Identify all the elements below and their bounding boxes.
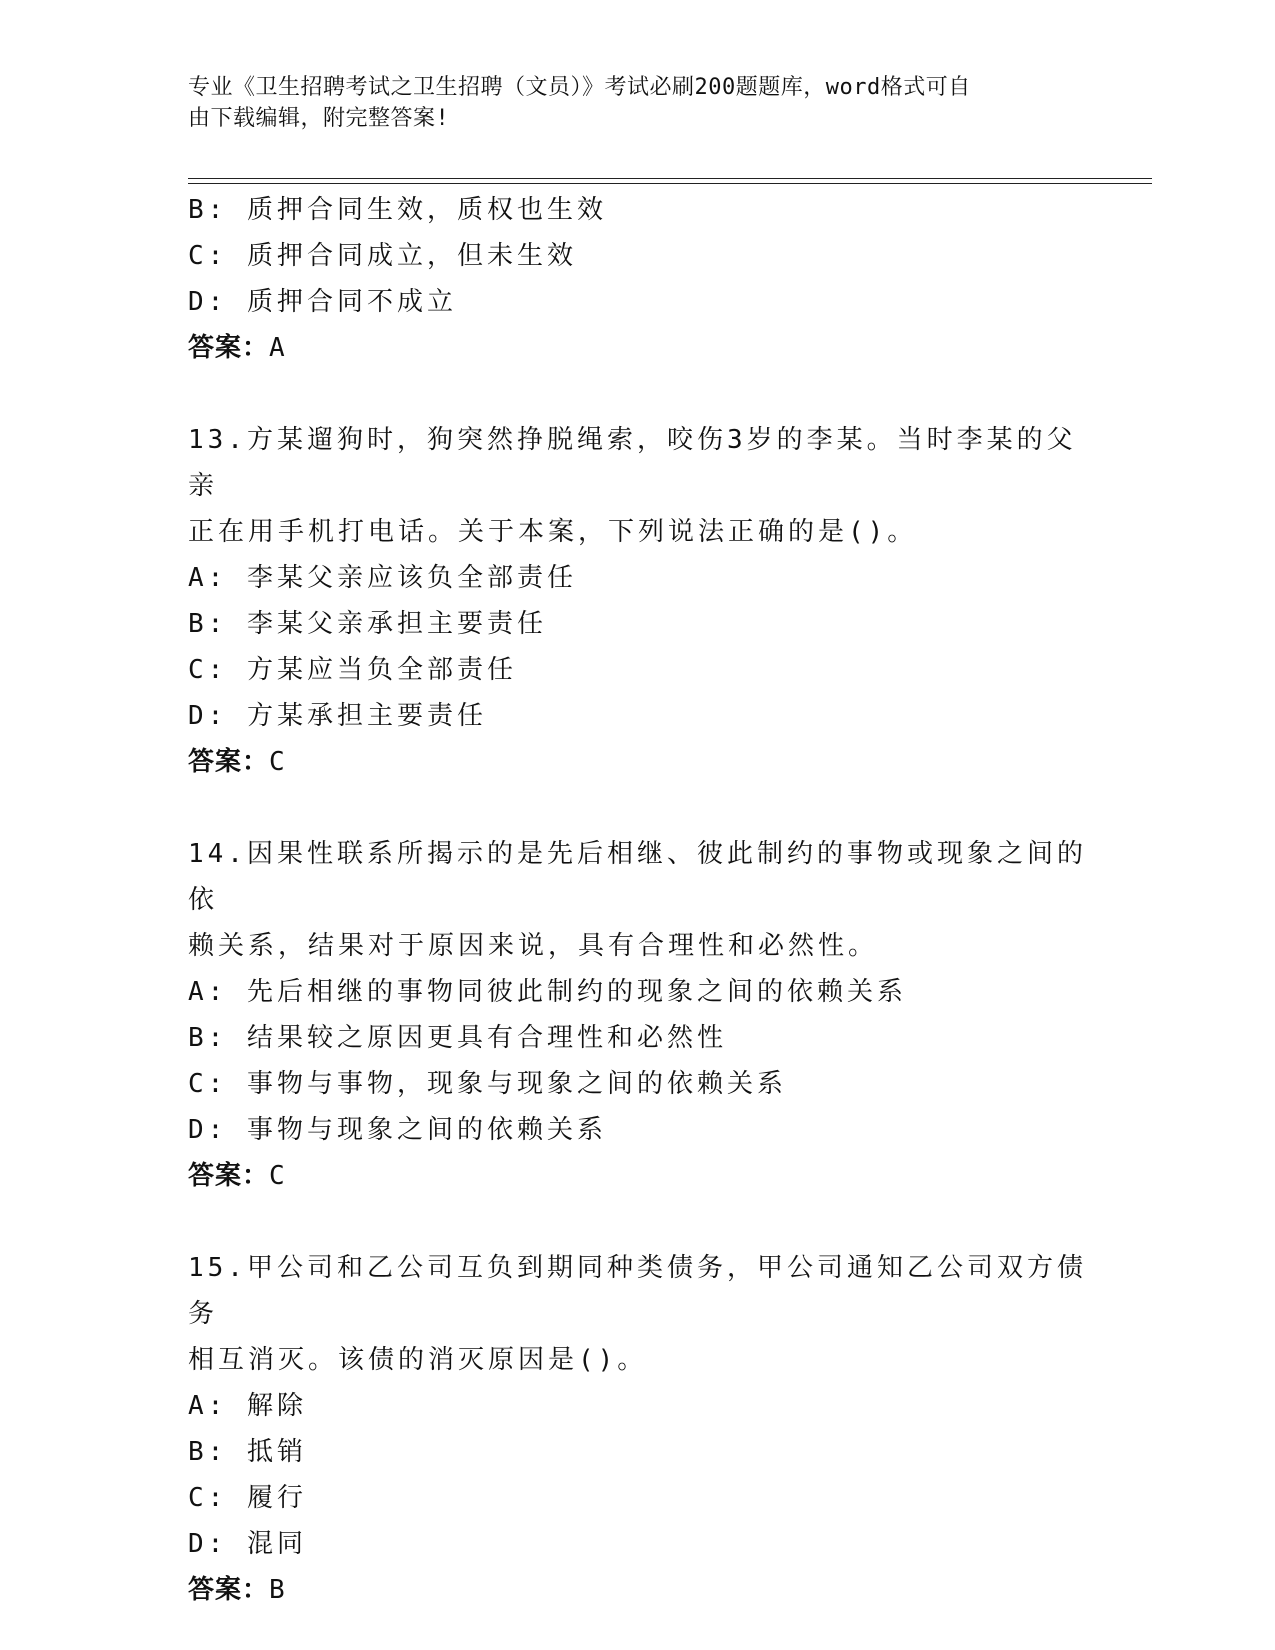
q13-option-b: B: 李某父亲承担主要责任 xyxy=(188,609,547,639)
q12-option-d: D: 质押合同不成立 xyxy=(188,287,457,317)
q13-answer-value: C xyxy=(269,747,286,777)
document-header xyxy=(188,72,1068,134)
spacer xyxy=(188,785,1088,831)
q13-option-c: C: 方某应当负全部责任 xyxy=(188,655,517,685)
question-15 xyxy=(188,1245,1088,1613)
q13-stem-line-1: 13.方某遛狗时，狗突然挣脱绳索，咬伤3岁的李某。当时李某的父亲 xyxy=(188,425,1077,501)
q14-option-a: A: 先后相继的事物同彼此制约的现象之间的依赖关系 xyxy=(188,977,907,1007)
q15-answer-value: B xyxy=(269,1575,286,1605)
q13-answer-label: 答案： xyxy=(188,747,270,777)
header-line-2: 由下载编辑，附完整答案! xyxy=(188,106,450,131)
q12-answer xyxy=(188,325,1088,371)
q14-option-d: D: 事物与现象之间的依赖关系 xyxy=(188,1115,607,1145)
q13-option-a: A: 李某父亲应该负全部责任 xyxy=(188,563,577,593)
q15-stem-line-2: 相互消灭。该债的消灭原因是()。 xyxy=(188,1345,648,1375)
q13-answer xyxy=(188,739,1088,785)
spacer xyxy=(188,1199,1088,1245)
q14-stem-line-2: 赖关系，结果对于原因来说，具有合理性和必然性。 xyxy=(188,931,879,961)
spacer xyxy=(188,371,1088,417)
q15-answer xyxy=(188,1567,1088,1613)
question-12 xyxy=(188,187,1088,371)
q12-answer-value: A xyxy=(269,333,286,363)
question-list xyxy=(188,187,1088,1613)
q14-option-b: B: 结果较之原因更具有合理性和必然性 xyxy=(188,1023,727,1053)
q15-option-d: D: 混同 xyxy=(188,1529,307,1559)
header-rule-bottom xyxy=(188,183,1152,184)
q14-option-c: C: 事物与事物，现象与现象之间的依赖关系 xyxy=(188,1069,787,1099)
q13-stem-line-2: 正在用手机打电话。关于本案，下列说法正确的是()。 xyxy=(188,517,918,547)
question-14 xyxy=(188,831,1088,1199)
question-13 xyxy=(188,417,1088,785)
q14-stem-line-1: 14.因果性联系所揭示的是先后相继、彼此制约的事物或现象之间的依 xyxy=(188,839,1087,915)
q15-stem-line-1: 15.甲公司和乙公司互负到期同种类债务，甲公司通知乙公司双方债务 xyxy=(188,1253,1087,1329)
q14-answer-label: 答案： xyxy=(188,1161,270,1191)
q12-option-b: B: 质押合同生效，质权也生效 xyxy=(188,195,607,225)
q15-option-a: A: 解除 xyxy=(188,1391,307,1421)
q15-answer-label: 答案： xyxy=(188,1575,270,1605)
q15-option-c: C: 履行 xyxy=(188,1483,307,1513)
header-line-1: 专业《卫生招聘考试之卫生招聘（文员）》考试必刷200题题库，word格式可自 xyxy=(188,75,971,100)
q15-option-b: B: 抵销 xyxy=(188,1437,307,1467)
q12-option-c: C: 质押合同成立，但未生效 xyxy=(188,241,577,271)
q14-answer xyxy=(188,1153,1088,1199)
header-rule-top xyxy=(188,178,1152,179)
q12-answer-label: 答案： xyxy=(188,333,270,363)
q13-option-d: D: 方某承担主要责任 xyxy=(188,701,487,731)
q14-answer-value: C xyxy=(269,1161,286,1191)
